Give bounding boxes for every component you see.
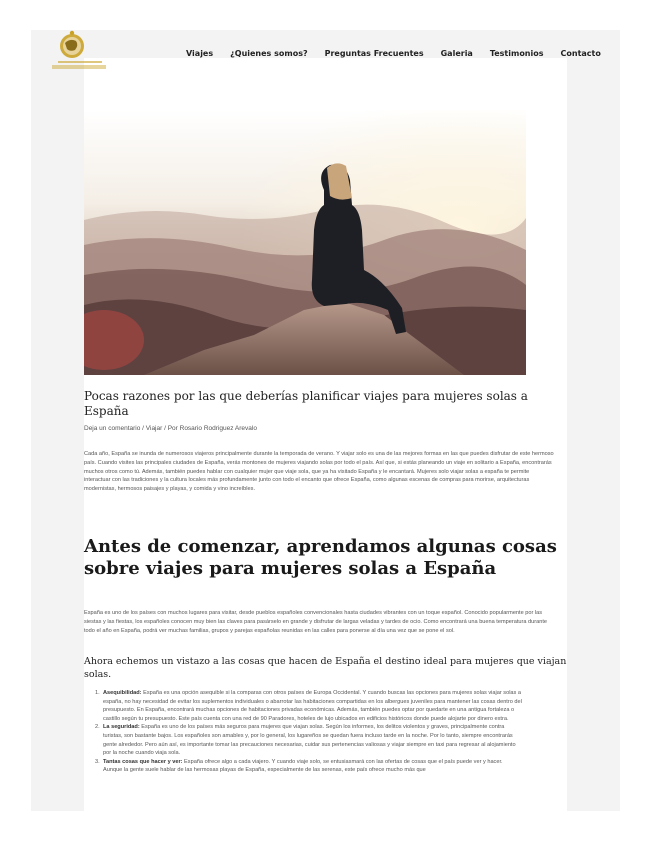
nav-item-galeria[interactable]: Galeria xyxy=(440,49,473,58)
section-heading: Antes de comenzar, aprendamos algunas cosas sobre viajes para mujeres solas a España xyxy=(84,536,557,579)
list-item-term: Tantas cosas que hacer y ver: xyxy=(103,758,183,765)
post-meta: Deja un comentario / Viajar / Por Rosario Rodriguez Arevalo xyxy=(84,425,257,432)
section-paragraph: España es uno de los países con muchos lugares para visitar, desde pueblos españoles convencionales hasta ciudades vibrantes con un toque español. Conocido popularmente por las siestas y las fiestas, los españoles conocen muy bien las claves para pasárselo en grande y disfrutar de largas veladas y tardes de ocio. Como encontrará una buena temperatura durante todo el año en España, podrá ver muchas familias, grupos y parejas españolas reunidas en las calles para ponerse al día una vez que se pone el sol. xyxy=(84,610,547,634)
list-item-text: España es uno de los países más seguros para mujeres que viajan solas. Según los informes, los delitos violentos y graves, principalmente contra turistas, son bastante bajos. Los españoles son amables y, por lo general, los lugareños se quedan fuera incluso tarde en la noche. Por lo tanto, siempre encontrarás gente alrededor. Pero aún así, es importante tomar las precauciones necesarias, cuidar sus pertenencias valiosas y viajar siempre en taxi para regresar al alojamiento por la noche cuando viaja sola. xyxy=(103,724,516,757)
list-item xyxy=(53,689,523,723)
nav-item-contacto[interactable]: Contacto xyxy=(560,49,601,58)
post-title: Pocas razones por las que deberías planificar viajes para mujeres solas a España xyxy=(84,389,528,418)
list-item-text: España es una opción asequible si la comparas con otros países de Europa Occidental. Y cuando buscas las opciones para mujeres solas viajar solas a españa, no hay necesidad de evitar los suplementos individuales o abarrotar las habitaciones compartidas en los albergues juveniles para mantener las cosas dentro del presupuesto. En España, encontrará muchas opciones de habitaciones privadas económicas. Además, también puedes optar por quedarte en una antigua fortaleza o castillo según tu presupuesto. Este país cuenta con una red de 90 Paradores, hoteles de lujo ubicados en edificios históricos donde puede alojarte por dinero extra. xyxy=(103,690,522,722)
subsection-heading: Ahora echemos un vistazo a las cosas que hacen de España el destino ideal para mujeres que viajan solas. xyxy=(84,656,567,680)
list-item-number: 1. xyxy=(95,690,100,696)
reasons-list xyxy=(53,689,523,775)
intro-paragraph: Cada año, España se inunda de numerosos viajeros principalmente durante la temporada de verano. Y viajar solo es una de las mejores formas en las que puedes disfrutar de este hermoso país. Cuando visites las principales ciudades de España, verás montones de mujeres viajando solas por todo el país. Así que, si estás planeando un viaje en solitario a España, encontrarás muchos otros como tú. Además, también puedes hablar con cualquier mujer que viaje sola, que ya ha visitado España y le encantará. Mujeres solo viajar solas a españa te permite interactuar con las tradiciones y la cultura locales más profundamente junto con todo el encanto que ofrece España, como algunas escenas de compras para morirse, arquitecturas modernistas, hermosos paisajes y playas, y comida y vino increíbles. xyxy=(84,451,554,493)
woman-on-mountain-image xyxy=(84,110,526,375)
list-item xyxy=(53,723,523,757)
list-item-number: 2. xyxy=(95,724,100,731)
nav-item-viajes[interactable]: Viajes xyxy=(186,49,214,58)
nav-item-quienes-somos[interactable]: ¿Quienes somos? xyxy=(230,49,308,58)
nav-item-testimonios[interactable]: Testimonios xyxy=(489,49,544,58)
site-logo[interactable] xyxy=(48,30,110,74)
list-item-term: La seguridad: xyxy=(103,724,140,731)
hero-image xyxy=(84,110,526,375)
globe-logo-icon xyxy=(48,30,110,74)
list-item-text: España ofrece algo a cada viajero. Y cuando viaje solo, se entusiasmará con las ofertas de cosas que el país puede ver y hacer. Aunque la gente suele hablar de las hermosas playas de España, especialmente de las serenas, este país ofrece mucho más que xyxy=(103,758,503,774)
main-nav xyxy=(186,49,618,58)
list-item-term: Asequibilidad: xyxy=(103,690,142,696)
list-item-number: 3. xyxy=(95,758,100,765)
list-item xyxy=(53,758,523,775)
nav-item-preguntas-frecuentes[interactable]: Preguntas Frecuentes xyxy=(324,49,424,58)
